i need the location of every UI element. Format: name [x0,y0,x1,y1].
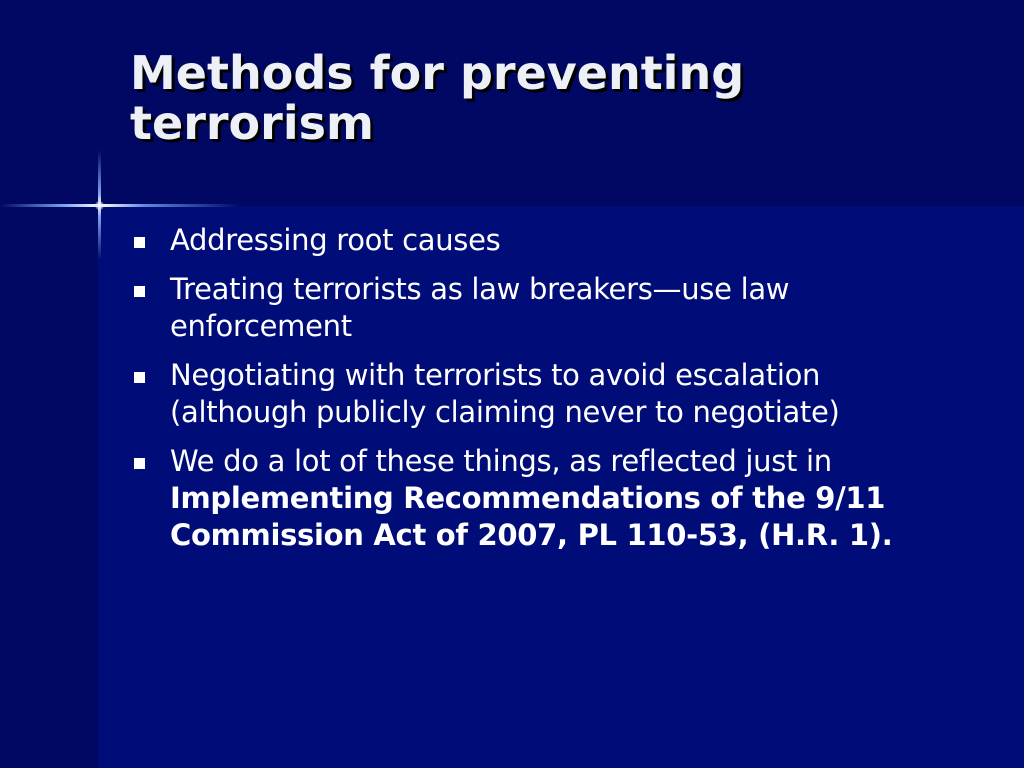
bullet-item [130,443,960,554]
bullet-text: We do a lot of these things, as reflected just in [170,444,832,478]
square-bullet-icon [134,286,145,297]
bullet-text: Negotiating with terrorists to avoid escalation (although publicly claiming never to negotiate) [170,358,840,429]
square-bullet-icon [134,237,145,248]
slide-title: Methods for preventing terrorism [130,46,745,150]
bullet-list [130,222,960,566]
bullet-text: Addressing root causes [170,223,501,257]
bullet-item [130,222,960,259]
bullet-item [130,271,960,345]
square-bullet-icon [134,372,145,383]
horizontal-accent-line [0,204,240,207]
bullet-item [130,357,960,431]
left-background-band [0,0,98,768]
bullet-text: Treating terrorists as law breakers—use law enforcement [170,272,790,343]
bullet-bold-text: Implementing Recommendations of the 9/11 Commission Act of 2007, PL 110-53, (H.R. 1). [170,481,893,552]
sparkle-icon [95,201,104,210]
square-bullet-icon [134,458,145,469]
